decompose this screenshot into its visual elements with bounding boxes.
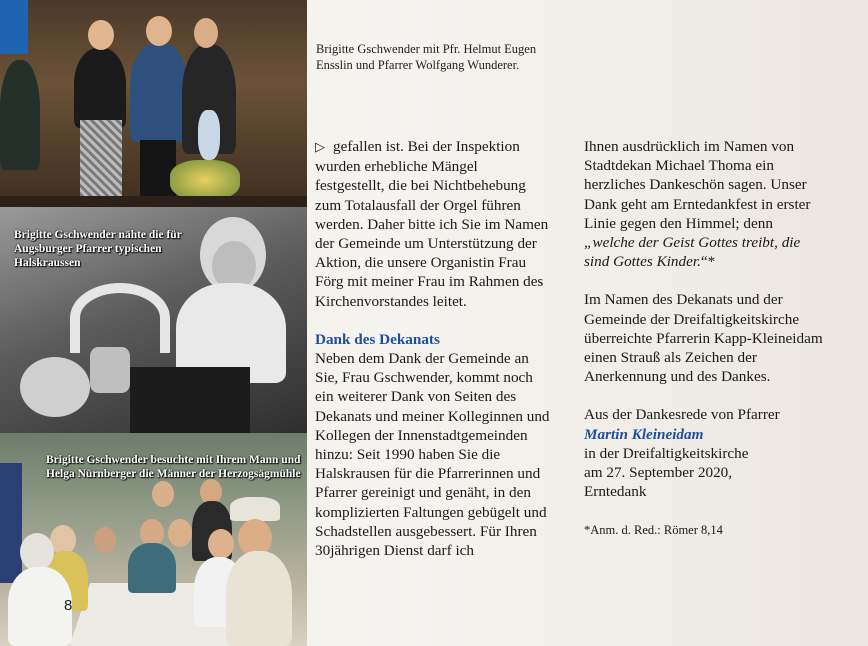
footnote: *Anm. d. Red.: Römer 8,14	[584, 523, 723, 538]
photo-element	[0, 60, 40, 170]
continuation-arrow-icon: ▷	[315, 140, 325, 155]
paragraph-text: Ihnen ausdrücklich im Namen von Stadtdekan Michael Thoma ein herzliches Dankeschön sagen. Unser Dank geht am Erntedankfest in erster Linie gegen den Himmel; denn	[584, 138, 811, 232]
photo-halskrausen	[0, 207, 307, 433]
paragraph	[584, 405, 824, 501]
photo-caption-bottom: Brigitte Gschwender besuchte mit Ihrem Mann und Helga Nürnberger die Männer der Herzogsägmühle	[46, 454, 301, 480]
photo-caption-middle: Brigitte Gschwender nähte die für Augsburger Pfarrer typischen Halskraussen	[14, 229, 182, 269]
paragraph	[315, 137, 551, 311]
photo-element	[128, 543, 176, 593]
photo-element	[152, 481, 174, 507]
photo-element	[74, 48, 126, 128]
photo-element	[0, 463, 22, 583]
photo-element	[130, 42, 188, 142]
text-column-2	[584, 137, 824, 541]
photo-stage-group	[0, 0, 307, 207]
photo-element	[168, 519, 192, 547]
quote-end: “*	[700, 253, 716, 271]
photo-element	[198, 110, 220, 160]
section-heading: Dank des Dekanats	[315, 330, 440, 348]
photo-element	[208, 529, 234, 559]
paragraph-text: am 27. September 2020,	[584, 464, 733, 482]
paragraph-text: gefallen ist. Bei der Inspektion wurden erhebliche Mängel festgestellt, die bei Nichtbehebung zum Totalausfall der Orgel führen werden. Daher bitte ich Sie im Namen der Gemeinde um Unterstützung der Aktion, die unsere Organistin Frau Förg mit meiner Frau im Rahmen des Kirchenvorstandes leitet.	[315, 138, 549, 310]
photo-element	[88, 20, 114, 50]
photo-element	[20, 357, 90, 417]
photo-herzogsaegmuehle	[0, 433, 307, 646]
photo-element	[230, 497, 280, 521]
photo-caption-top: Brigitte Gschwender mit Pfr. Helmut Eugen Ensslin und Pfarrer Wolfgang Wunderer.	[316, 42, 537, 72]
blue-page-tab	[0, 0, 28, 54]
photo-element	[8, 567, 72, 646]
photo-element	[20, 533, 54, 571]
photo-element	[226, 551, 292, 646]
photo-element	[80, 120, 122, 200]
paragraph-text: in der Dreifaltigkeitskirche	[584, 444, 749, 462]
photo-element	[0, 196, 307, 207]
paragraph-text: Erntedank	[584, 483, 647, 501]
paragraph	[584, 137, 824, 271]
page-number: 8	[64, 597, 73, 614]
photo-element	[90, 347, 130, 393]
photo-element	[70, 283, 170, 353]
photo-element	[94, 527, 116, 553]
paragraph: Im Namen des Dekanats und der Gemeinde der Dreifaltigkeitskirche überreichte Pfarrerin Kapp-Kleineidam einen Strauß als Zeichen der Anerkennung und des Dankes.	[584, 291, 823, 386]
speaker-name: Martin Kleineidam	[584, 425, 704, 443]
bible-quote: „welche der Geist Gottes treibt, die sind Gottes Kinder.	[584, 234, 801, 271]
photo-element	[130, 367, 250, 433]
photo-element	[194, 18, 218, 48]
paragraph-text: Aus der Dankesrede von Pfarrer	[584, 406, 780, 424]
photo-element	[170, 160, 240, 200]
text-column-1	[315, 137, 551, 560]
paragraph: Neben dem Dank der Gemeinde an Sie, Frau Gschwender, kommt noch ein weiterer Dank von Seiten des Dekanats und meiner Kolleginnen und Kollegen der Innenstadtgemeinden hinzu: Seit 1990 haben Sie die Halskrausen für die Pfarrerinnen und Pfarrer gereinigt und genäht, in den komplizierten Faltungen gebügelt und Schadstellen ausgebessert. Für Ihren 30jährigen Dienst darf ich	[315, 350, 550, 560]
photo-element	[146, 16, 172, 46]
